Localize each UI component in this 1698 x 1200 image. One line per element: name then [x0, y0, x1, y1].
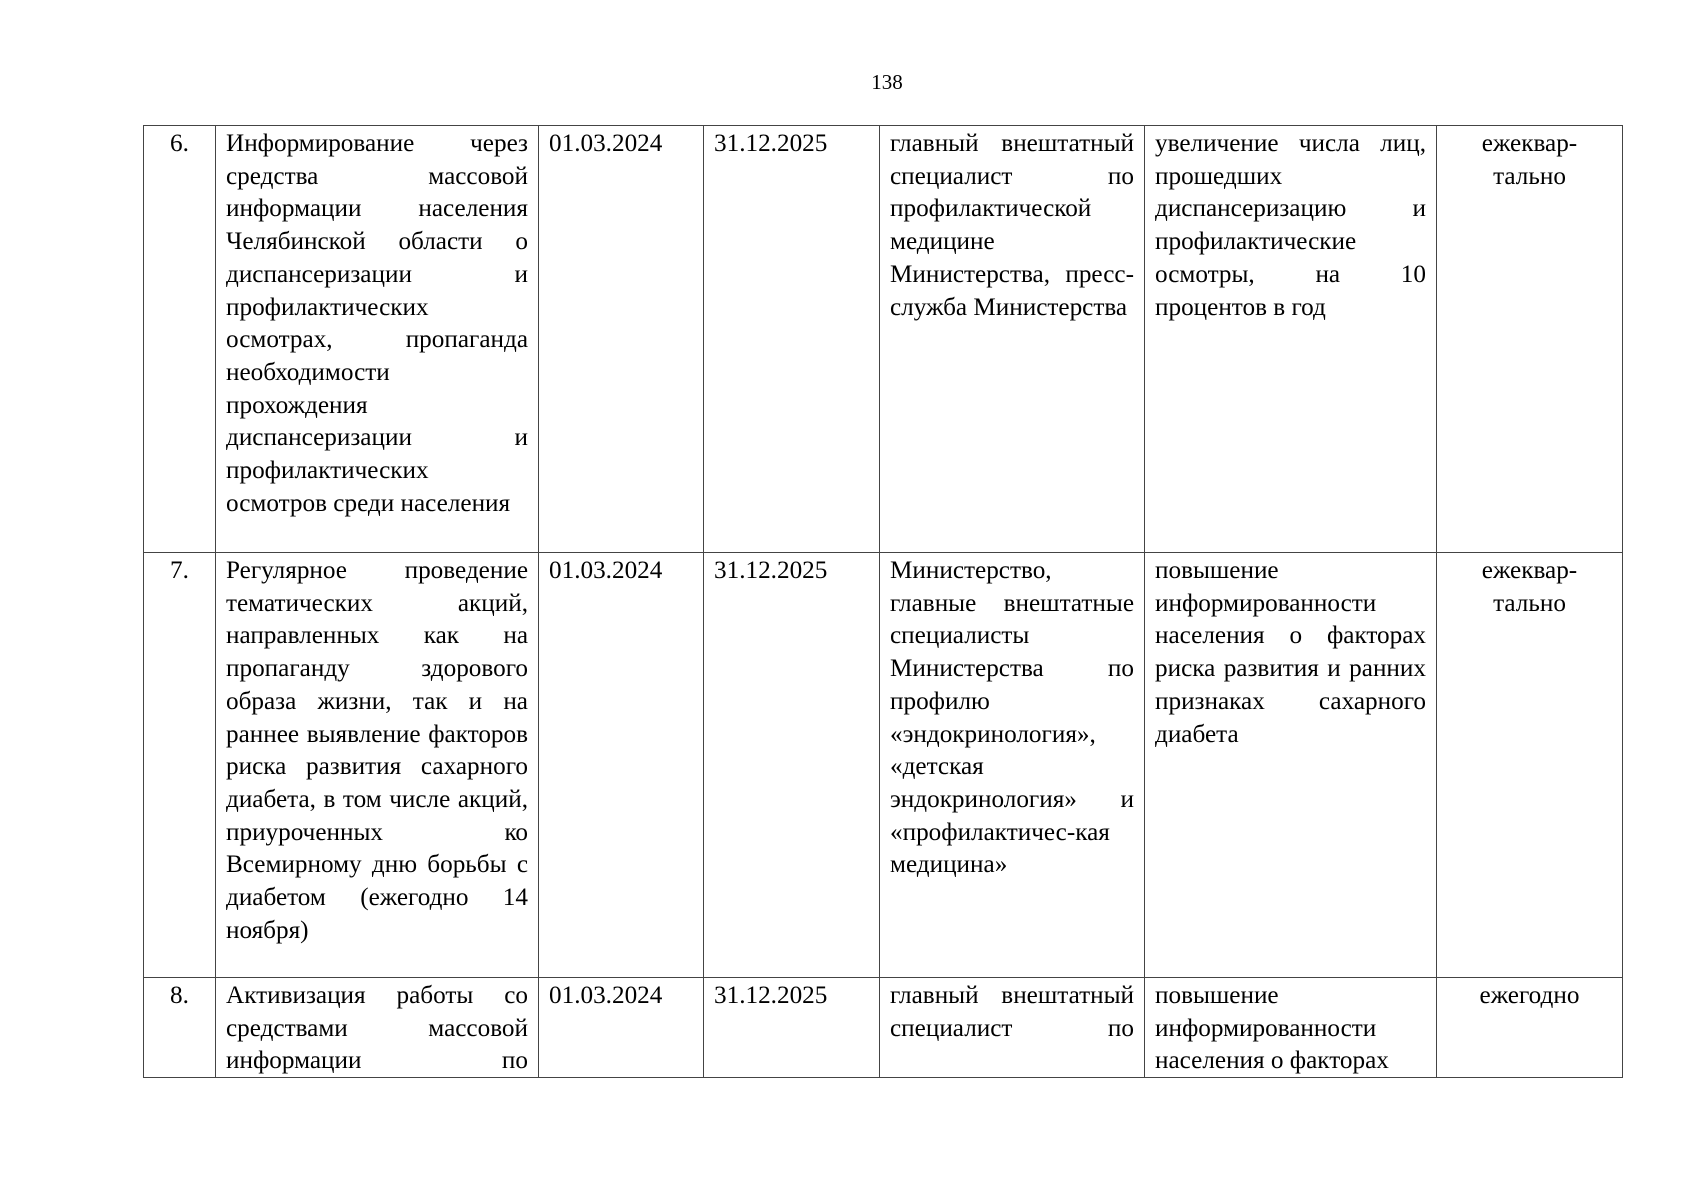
start-date-cell: 01.03.2024 — [539, 126, 704, 553]
activity-cell — [216, 978, 539, 1078]
end-date-cell: 31.12.2025 — [704, 978, 880, 1078]
start-date-cell: 01.03.2024 — [539, 978, 704, 1078]
row-number: 6. — [144, 126, 216, 553]
result-cell — [1145, 978, 1437, 1078]
table-row — [144, 126, 1623, 553]
activity-cell: Регулярное проведение тематических акций, направленных как на пропаганду здорового образа жизни, так и на раннее выявление факторов риска развития сахарного диабета, в том числе акций, приуроченных ко Всемирному дню борьбы с диабетом (ежегодно 14 ноября) — [216, 553, 539, 978]
periodicity-cell: ежегодно — [1437, 978, 1623, 1078]
periodicity-cell: ежеквар-тально — [1437, 553, 1623, 978]
table-row — [144, 978, 1623, 1078]
periodicity-cell: ежеквар-тально — [1437, 126, 1623, 553]
row-number: 7. — [144, 553, 216, 978]
table-row — [144, 553, 1623, 978]
row-number: 8. — [144, 978, 216, 1078]
activity-cell: Информирование через средства массовой информации населения Челябинской области о диспансеризации и профилактических осмотрах, пропаганда необходимости прохождения диспансеризации и профилактических осмотров среди населения — [216, 126, 539, 553]
responsible-cell: Министерство, главные внештатные специалисты Министерства по профилю «эндокринология», «детская эндокринология» и «профилактичес-кая медицина» — [880, 553, 1145, 978]
end-date-cell: 31.12.2025 — [704, 553, 880, 978]
activity-text: Активизация работы со средствами массовой информации по — [226, 982, 528, 1075]
responsible-cell — [880, 978, 1145, 1078]
result-text: повышение информированности населения о факторах — [1155, 982, 1389, 1075]
responsible-text: главный внештатный специалист по — [890, 982, 1134, 1042]
result-cell: повышение информированности населения о факторах риска развития и ранних признаках сахарного диабета — [1145, 553, 1437, 978]
result-cell: увеличение числа лиц, прошедших диспансеризацию и профилактические осмотры, на 10 процентов в год — [1145, 126, 1437, 553]
page-number: 138 — [871, 70, 903, 94]
measures-table — [143, 125, 1623, 1078]
end-date-cell: 31.12.2025 — [704, 126, 880, 553]
responsible-cell: главный внештатный специалист по профилактической медицине Министерства, пресс-служба Министерства — [880, 126, 1145, 553]
start-date-cell: 01.03.2024 — [539, 553, 704, 978]
